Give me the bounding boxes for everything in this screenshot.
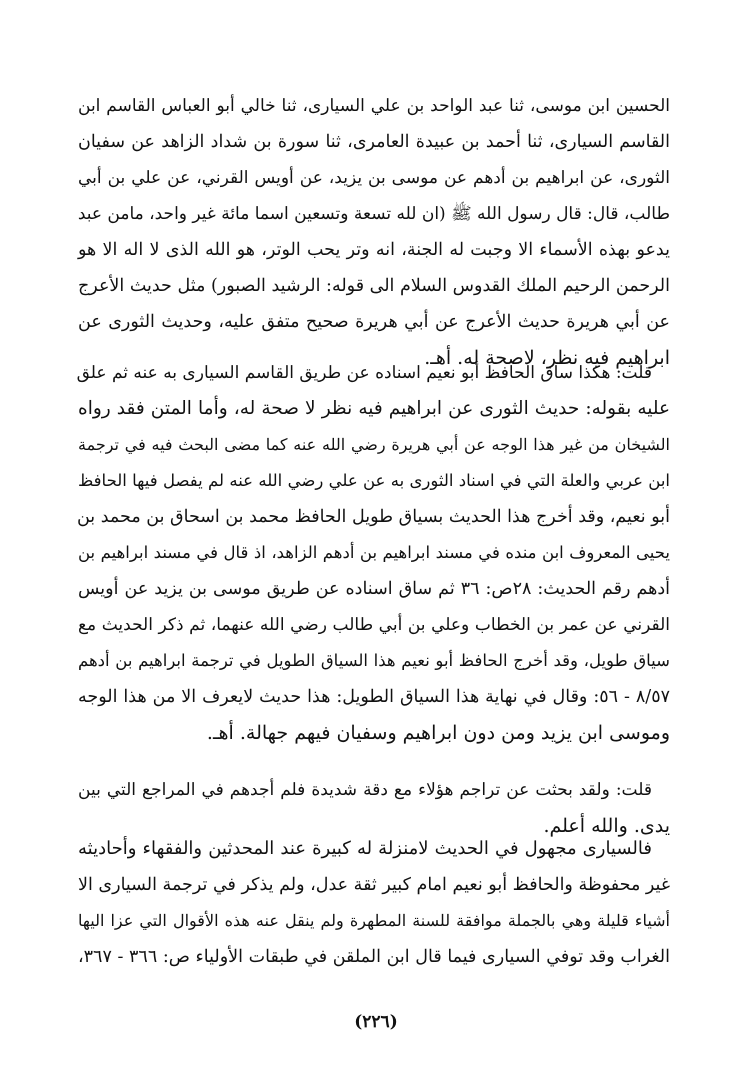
text-line: يحيى المعروف ابن منده في مسند ابراهيم بن أدهم الزاهد، اذ قال في مسند ابراهيم بن	[78, 543, 670, 562]
text-line: ابن عربي والعلة التي في اسناد الثورى به عن علي رضي الله عنه لم يفصل فيها الحافظ	[78, 471, 670, 490]
text-line: ٨/٥٧ - ٥٦: وقال في نهاية هذا السياق الطويل: هذا حديث لايعرف الا من هذا الوجه	[78, 687, 671, 707]
text-line: قلت: هكذا ساق الحافظ أبو نعيم اسناده عن طريق القاسم السيارى به عنه ثم علق	[76, 363, 652, 383]
paragraph-hadith-chain	[78, 88, 670, 376]
paragraph-conclusion	[78, 831, 670, 975]
text-line: القرني عن عمر بن الخطاب وعلي بن أبي طالب رضي الله عنهما، ثم ذكر الحديث مع	[78, 615, 670, 635]
text-line: غير محفوظة والحافظ أبو نعيم امام كبير ثقة عدل، ولم يذكر في ترجمة السيارى الا	[78, 875, 670, 895]
text-line: أشياء قليلة وهي بالجملة موافقة للسنة المطهرة ولم ينقل عنه هذه الأقوال التي عزا اليها	[78, 911, 670, 930]
text-line: الرحمن الرحيم الملك القدوس السلام الى قوله: الرشيد الصبور) مثل حديث الأعرج	[78, 276, 670, 296]
text-line: وموسى ابن يزيد ومن دون ابراهيم وسفيان فيهم جهالة. أهـ.	[206, 722, 670, 744]
text-line: طالب، قال: قال رسول الله ﷺ (ان لله تسعة وتسعين اسما مائة غير واحد، مامن عبد	[77, 204, 670, 224]
text-line: أبو نعيم، وقد أخرج هذا الحديث بسياق طويل الحافظ محمد بن اسحاق بن محمد بن	[76, 507, 670, 527]
text-line: ابراهيم فيه نظر، لاصحة له. أهـ.	[424, 347, 670, 369]
text-line: القاسم السيارى، ثنا أحمد بن عبيدة العامرى، ثنا سورة بن شداد الزاهد عن سفيان	[78, 132, 670, 152]
text-line: سياق طويل، وقد أخرج الحافظ أبو نعيم هذا السياق الطويل في ترجمة ابراهيم بن أدهم	[78, 651, 670, 670]
text-line: الغراب وقد توفي السيارى فيما قال ابن الملقن في طبقات الأولياء ص: ٣٦٦ - ٣٦٧،	[78, 947, 670, 967]
paragraph-commentary	[78, 355, 670, 751]
text-line: فالسيارى مجهول في الحديث لامنزلة له كبيرة عند المحدثين والفقهاء وأحاديثه	[78, 838, 652, 859]
text-line: يدعو بهذه الأسماء الا وجبت له الجنة، انه وتر يحب الوتر، هو الله الذى لا اله الا هو	[78, 240, 670, 260]
text-line: أدهم رقم الحديث: ٢٨ص: ٣٦ ثم ساق اسناده عن طريق موسى بن يزيد عن أويس	[78, 579, 671, 599]
text-line: قلت: ولقد بحثت عن تراجم هؤلاء مع دقة شديدة فلم أجدهم في المراجع التي بين	[78, 780, 652, 800]
page-number: (٢٢٦)	[354, 1012, 398, 1032]
text-line: يدى. والله أعلم.	[543, 815, 670, 837]
text-line: الشيخان من غير هذا الوجه عن أبي هريرة رضي الله عنه كما مضى البحث فيه في ترجمة	[78, 435, 670, 454]
text-line: الحسين ابن موسى، ثنا عبد الواحد بن علي السيارى، ثنا خالي أبو العباس القاسم ابن	[78, 96, 670, 116]
text-line: الثورى، عن ابراهيم بن أدهم عن موسى بن يزيد، عن أويس القرني، عن علي بن أبي	[78, 168, 670, 188]
text-line: عليه بقوله: حديث الثورى عن ابراهيم فيه نظر لا صحة له، وأما المتن فقد رواه	[78, 398, 670, 419]
text-line: عن أبي هريرة حديث الأعرج عن أبي هريرة صحيح متفق عليه، وحديث الثورى عن	[78, 312, 670, 332]
